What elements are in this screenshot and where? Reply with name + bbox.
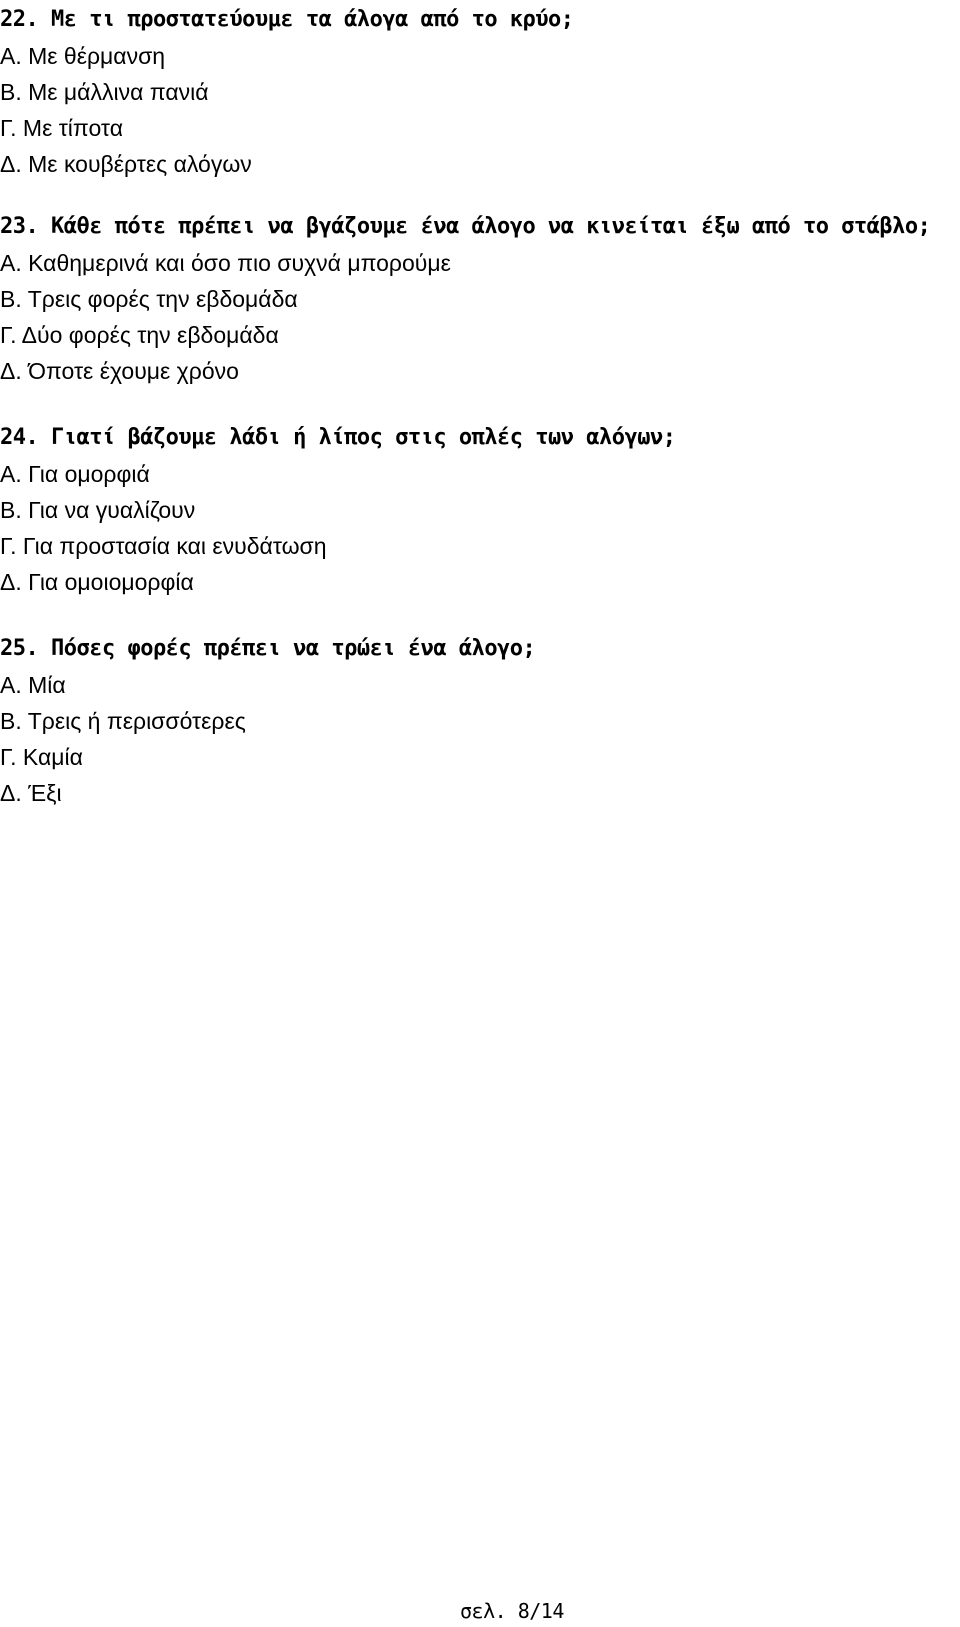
question-title: 24. Γιατί βάζουμε λάδι ή λίπος στις οπλές των αλόγων; bbox=[0, 425, 676, 450]
answer-option-c: Γ. Δύο φορές την εβδομάδα bbox=[0, 322, 279, 348]
question-24 bbox=[0, 420, 955, 600]
answer-option-b: Β. Με μάλλινα πανιά bbox=[0, 79, 209, 105]
answer-option-d: Δ. Για ομοιομορφία bbox=[0, 569, 194, 595]
answer-option-a: Α. Μία bbox=[0, 672, 66, 698]
answer-option-d: Δ. Έξι bbox=[0, 780, 62, 806]
question-title: 22. Με τι προστατεύουμε τα άλογα από το κρύο; bbox=[0, 7, 574, 32]
answer-option-c: Γ. Καμία bbox=[0, 744, 83, 770]
answer-option-a: Α. Με θέρμανση bbox=[0, 43, 166, 69]
answer-option-b: Β. Τρεις φορές την εβδομάδα bbox=[0, 286, 298, 312]
answer-option-a: Α. Για ομορφιά bbox=[0, 461, 150, 487]
answer-option-b: Β. Τρεις ή περισσότερες bbox=[0, 708, 246, 734]
question-title: 23. Κάθε πότε πρέπει να βγάζουμε ένα άλογο να κινείται έξω από το στάβλο; bbox=[0, 214, 931, 239]
question-23 bbox=[0, 209, 955, 389]
answer-option-c: Γ. Για προστασία και ενυδάτωση bbox=[0, 533, 327, 559]
answer-option-d: Δ. Όποτε έχουμε χρόνο bbox=[0, 358, 239, 384]
question-25 bbox=[0, 631, 955, 811]
question-22 bbox=[0, 2, 955, 182]
answer-option-d: Δ. Με κουβέρτες αλόγων bbox=[0, 151, 252, 177]
answer-option-c: Γ. Με τίποτα bbox=[0, 115, 123, 141]
question-title: 25. Πόσες φορές πρέπει να τρώει ένα άλογο; bbox=[0, 636, 536, 661]
answer-option-b: Β. Για να γυαλίζουν bbox=[0, 497, 196, 523]
page-number: σελ. 8/14 bbox=[460, 1599, 564, 1623]
answer-option-a: Α. Καθημερινά και όσο πιο συχνά μπορούμε bbox=[0, 250, 451, 276]
